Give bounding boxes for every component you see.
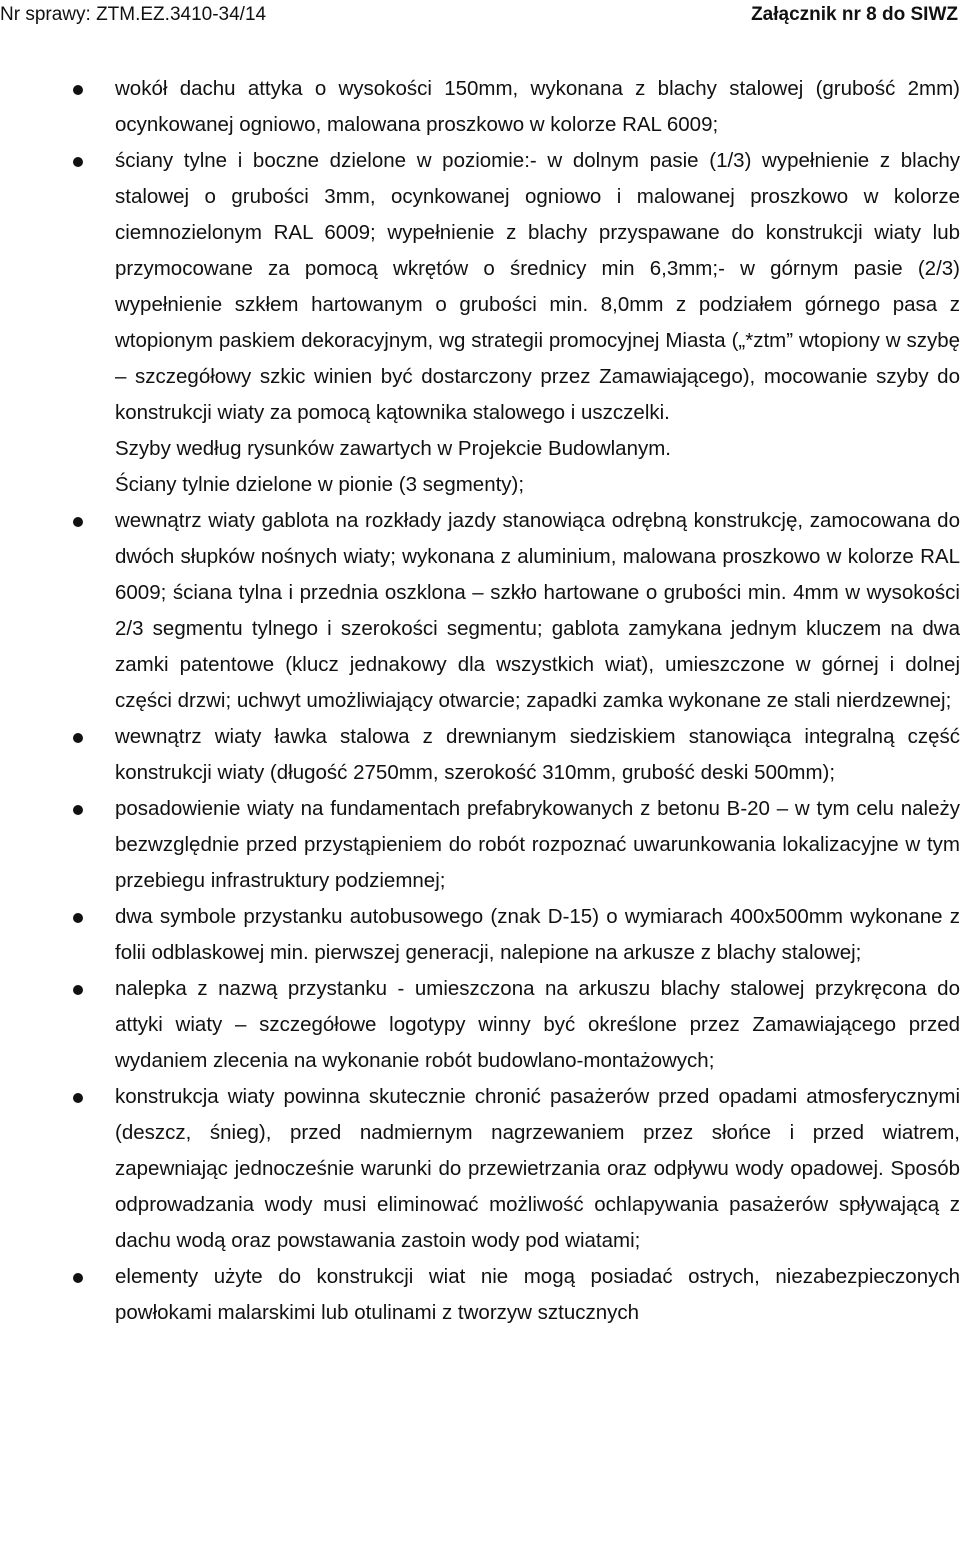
bullet-icon <box>73 517 83 527</box>
list-item-text: nalepka z nazwą przystanku - umieszczona na arkuszu blachy stalowej przykręcona do attyki wiaty – szczegółowe logotypy winny być określone przez Zamawiającego przed wydaniem zlecenia na wykonanie robót budowlano-montażowych; <box>115 977 960 1072</box>
page-header <box>0 0 960 30</box>
list-item-text: elementy użyte do konstrukcji wiat nie mogą posiadać ostrych, niezabezpieczonych powłokami malarskimi lub otulinami z tworzyw sztucznych <box>115 1265 960 1324</box>
list-item-timetable-case <box>115 503 960 719</box>
list-item-stop-name-label <box>115 971 960 1079</box>
bullet-icon <box>73 985 83 995</box>
bullet-icon <box>73 1093 83 1103</box>
note-rear-walls: Ściany tylnie dzielone w pionie (3 segmenty); <box>115 473 525 496</box>
document-body <box>0 71 960 1331</box>
bullet-icon <box>73 733 83 743</box>
bullet-icon <box>73 805 83 815</box>
bullet-icon <box>73 157 83 167</box>
bullet-icon <box>73 1273 83 1283</box>
list-item-foundations <box>115 791 960 899</box>
list-item-text: ściany tylne i boczne dzielone w poziomie:- w dolnym pasie (1/3) wypełnienie z blachy stalowej o grubości 3mm, ocynkowanej ogniowo i malowanej proszkowo w kolorze ciemnozielonym RAL 6009; wypełnienie z blachy przyspawane do konstrukcji wiaty lub przymocowane za pomocą wkrętów o średnicy min 6,3mm;- w górnym pasie (2/3) wypełnienie szkłem hartowanym o grubości min. 8,0mm z podziałem górnego pasa z wtopionym paskiem dekoracyjnym, wg strategii promocyjnej Miasta („*ztm” wtopiony w szybę – szczegółowy szkic winien być dostarczony przez Zamawiającego), mocowanie szyby do konstrukcji wiaty za pomocą kątownika stalowego i uszczelki. <box>115 149 960 424</box>
list-item-text: konstrukcja wiaty powinna skutecznie chronić pasażerów przed opadami atmosferycznymi (deszcz, śnieg), przed nadmiernym nagrzewaniem przez słońce i przed wiatrem, zapewniając jednocześnie warunki do przewietrzania oraz odpływu wody opadowej. Sposób odprowadzania wody musi eliminować możliwość ochlapywania pasażerów spływającą z dachu wodą oraz powstawania zastoin wody pod wiatami; <box>115 1085 960 1252</box>
list-item-weather-protection <box>115 1079 960 1259</box>
list-item-walls <box>115 143 960 431</box>
list-item-text: wokół dachu attyka o wysokości 150mm, wykonana z blachy stalowej (grubość 2mm) ocynkowanej ogniowo, malowana proszkowo w kolorze RAL 6009; <box>115 77 960 136</box>
list-item-text: posadowienie wiaty na fundamentach prefabrykowanych z betonu B-20 – w tym celu należy bezwzględnie przed przystąpieniem do robót rozpoznać uwarunkowania lokalizacyjne w tym przebiegu infrastruktury podziemnej; <box>115 797 960 892</box>
bullet-icon <box>73 85 83 95</box>
list-item-sharp-elements <box>115 1259 960 1331</box>
list-item-text: wewnątrz wiaty gablota na rozkłady jazdy stanowiąca odrębną konstrukcję, zamocowana do dwóch słupków nośnych wiaty; wykonana z aluminium, malowana proszkowo w kolorze RAL 6009; ściana tylna i przednia oszklona – szkło hartowane o grubości min. 4mm w wysokości 2/3 segmentu tylnego i szerokości segmentu; gablota zamykana jednym kluczem na dwa zamki patentowe (klucz jednakowy dla wszystkich wiat), umieszczone w górnej i dolnej części drzwi; uchwyt umożliwiający otwarcie; zapadki zamka wykonane ze stali nierdzewnej; <box>115 509 960 712</box>
list-item-attyka <box>115 71 960 143</box>
list-item-bus-stop-symbols <box>115 899 960 971</box>
list-item-text: dwa symbole przystanku autobusowego (znak D-15) o wymiarach 400x500mm wykonane z folii odblaskowej min. pierwszej generacji, nalepione na arkusze z blachy stalowej; <box>115 905 960 964</box>
case-number: Nr sprawy: ZTM.EZ.3410-34/14 <box>0 4 267 25</box>
list-item-text: wewnątrz wiaty ławka stalowa z drewnianym siedziskiem stanowiąca integralną część konstrukcji wiaty (długość 2750mm, szerokość 310mm, grubość deski 500mm); <box>115 725 960 784</box>
list-item-bench <box>115 719 960 791</box>
note-glass-drawings: Szyby według rysunków zawartych w Projekcie Budowlanym. <box>115 437 672 460</box>
attachment-label: Załącznik nr 8 do SIWZ <box>751 4 958 25</box>
bullet-icon <box>73 913 83 923</box>
